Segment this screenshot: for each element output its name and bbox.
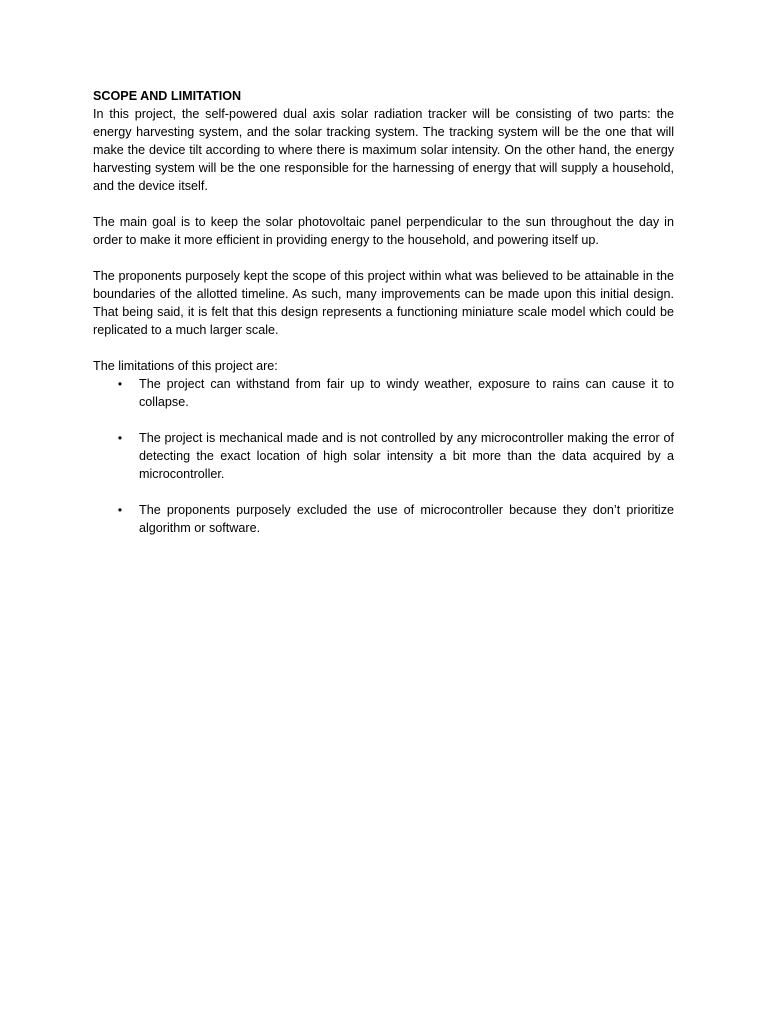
limitations-list — [93, 375, 674, 537]
document-page — [93, 88, 674, 537]
limitations-intro: The limitations of this project are: — [93, 359, 278, 373]
bullet-icon: • — [117, 431, 123, 445]
paragraph-proponents-scope: The proponents purposely kept the scope of this project within what was believed to be attainable in the boundaries of the allotted timeline. As such, many improvements can be made upon this initial design. That being said, it is felt that this design represents a functioning miniature scale model which could be replicated to a much larger scale. — [93, 269, 674, 337]
bullet-icon: • — [117, 377, 123, 391]
limitation-text: The project is mechanical made and is not controlled by any microcontroller making the error of detecting the exact location of high solar intensity a bit more than the data acquired by a microcontroller. — [139, 431, 674, 481]
paragraph-scope-overview: In this project, the self-powered dual axis solar radiation tracker will be consisting of two parts: the energy harvesting system, and the solar tracking system. The tracking system will be the one that will make the device tilt according to where there is maximum solar intensity. On the other hand, the energy harvesting system will be the one responsible for the harnessing of energy that will supply a household, and the device itself. — [93, 107, 674, 193]
paragraph-main-goal: The main goal is to keep the solar photovoltaic panel perpendicular to the sun throughout the day in order to make it more efficient in providing energy to the household, and powering itself up. — [93, 215, 674, 247]
list-item — [93, 429, 674, 483]
list-item — [93, 375, 674, 411]
bullet-icon: • — [117, 503, 123, 517]
limitation-text: The project can withstand from fair up to windy weather, exposure to rains can cause it to collapse. — [139, 377, 674, 409]
limitation-text: The proponents purposely excluded the use of microcontroller because they don’t prioritize algorithm or software. — [139, 503, 674, 535]
section-heading: SCOPE AND LIMITATION — [93, 89, 242, 103]
list-item — [93, 501, 674, 537]
